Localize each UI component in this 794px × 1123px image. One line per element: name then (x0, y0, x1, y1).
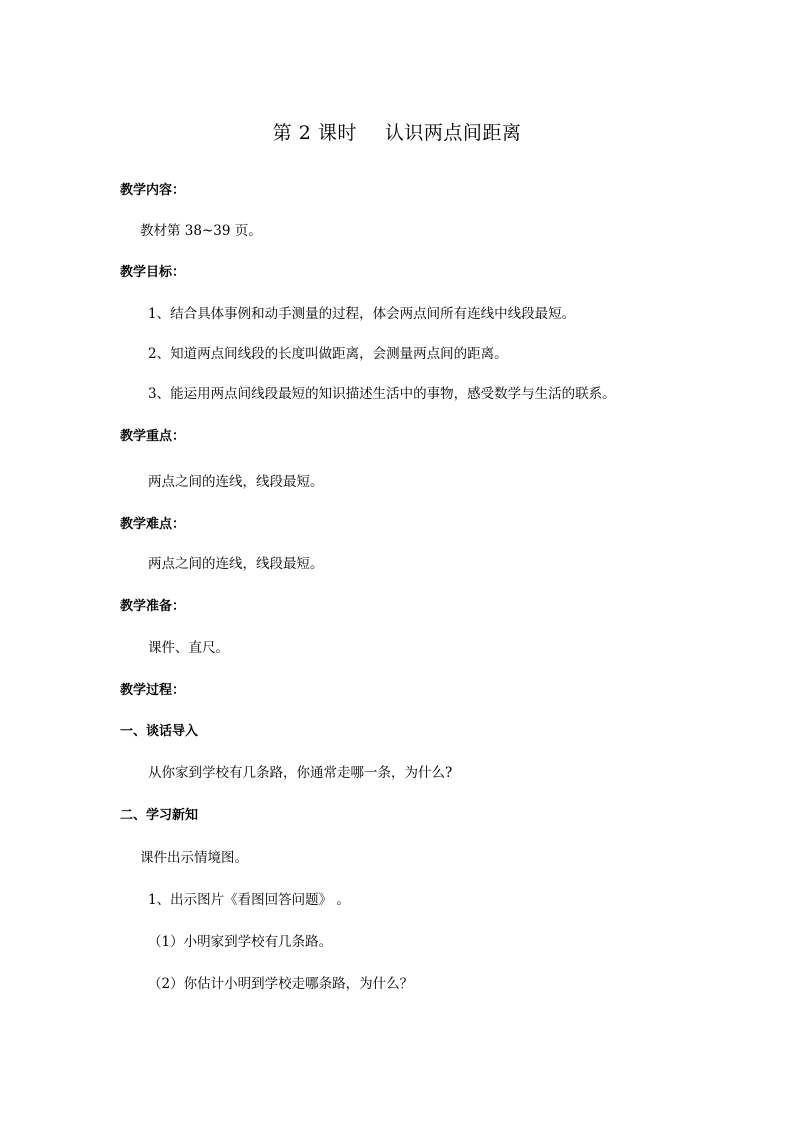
text-teaching-content: 教材第 38~39 页。 (140, 223, 262, 239)
goal-item-3: 3、能运用两点间线段最短的知识描述生活中的事物，感受数学与生活的联系。 (148, 386, 616, 402)
lesson-number: 第 2 课时 (272, 122, 357, 144)
heading-teaching-process: 教学过程： (120, 683, 186, 698)
text-part-2: 课件出示情境图。 (140, 850, 248, 866)
heading-teaching-content: 教学内容： (120, 183, 186, 198)
heading-part-2: 二、学习新知 (120, 808, 199, 823)
lesson-topic: 认识两点间距离 (384, 122, 522, 144)
text-preparation: 课件、直尺。 (148, 640, 229, 656)
heading-preparation: 教学准备： (120, 599, 186, 614)
text-part-1: 从你家到学校有几条路，你通常走哪一条，为什么? (148, 765, 453, 781)
goal-item-2: 2、知道两点间线段的长度叫做距离，会测量两点间的距离。 (148, 346, 508, 362)
goal-item-1: 1、结合具体事例和动手测量的过程，体会两点间所有连线中线段最短。 (148, 306, 576, 322)
text-difficulty: 两点之间的连线，线段最短。 (148, 556, 324, 572)
question-item-1: （1）小明家到学校有几条路。 (148, 934, 333, 950)
heading-teaching-goals: 教学目标： (120, 265, 186, 280)
page-title (0, 124, 794, 143)
step-item-1: 1、出示图片《看图回答问题》 。 (148, 892, 350, 908)
text-key-point: 两点之间的连线，线段最短。 (148, 474, 324, 490)
heading-part-1: 一、谈话导入 (120, 724, 199, 739)
heading-key-point: 教学重点： (120, 429, 186, 444)
heading-difficulty: 教学难点： (120, 517, 186, 532)
question-item-2: （2）你估计小明到学校走哪条路，为什么？ (148, 976, 414, 992)
